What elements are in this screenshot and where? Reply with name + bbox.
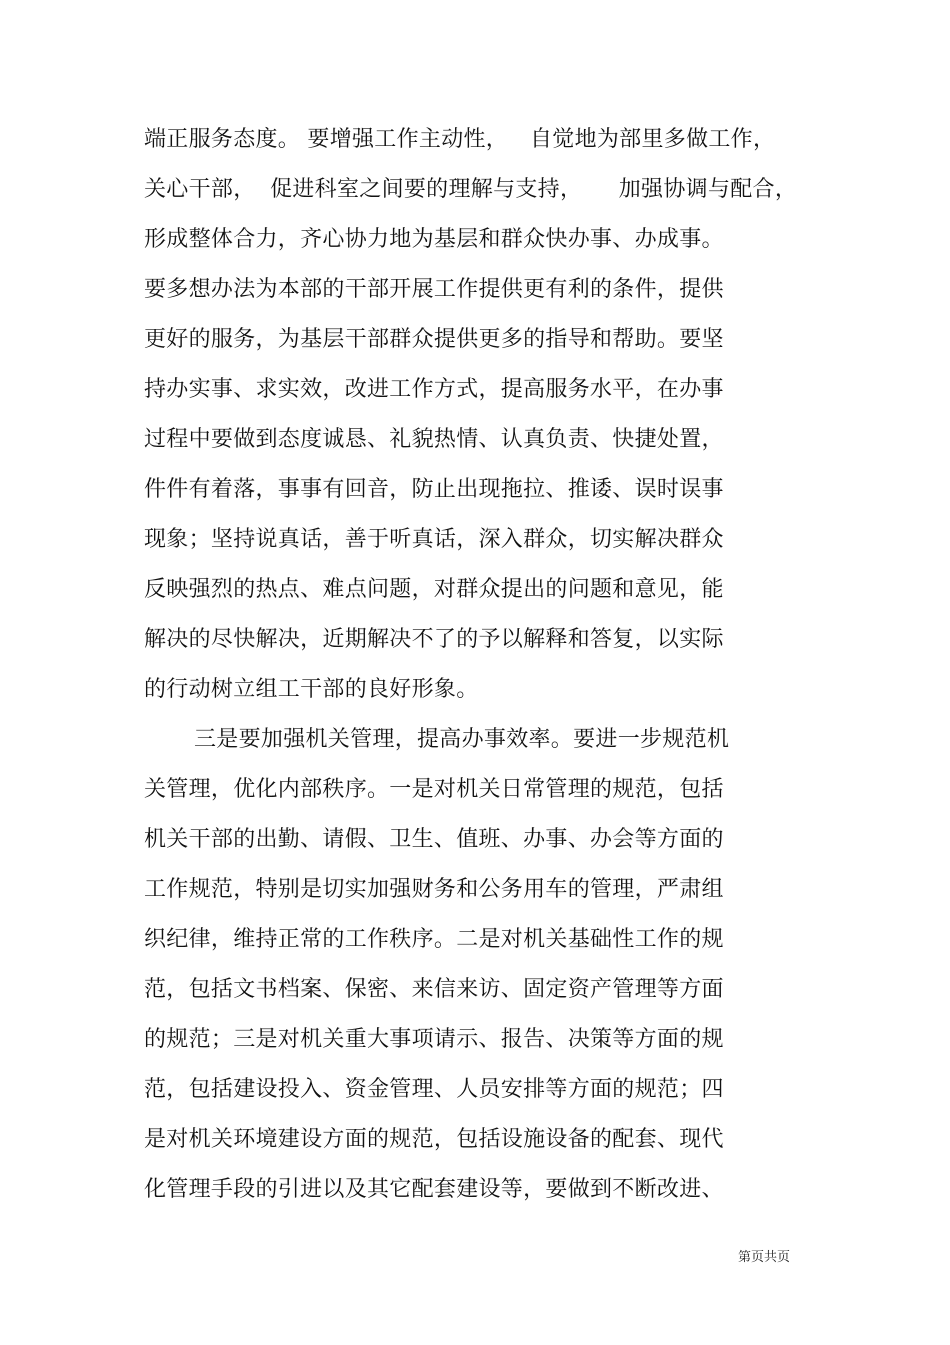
text-line: 件件有着落，事事有回音，防止出现拖拉、推诿、误时误事 <box>144 477 724 502</box>
text-line: 织纪律，维持正常的工作秩序。二是对机关基础性工作的规 <box>144 927 724 952</box>
text-line: 的规范；三是对机关重大事项请示、报告、决策等方面的规 <box>144 1027 724 1052</box>
text-line: 现象；坚持说真话，善于听真话，深入群众，切实解决群众 <box>144 527 724 552</box>
text-line: 范，包括建设投入、资金管理、人员安排等方面的规范；四 <box>144 1077 724 1102</box>
text-line: 的行动树立组工干部的良好形象。 <box>144 677 479 702</box>
text-line: 要多想办法为本部的干部开展工作提供更有利的条件，提供 <box>144 277 724 302</box>
text-line: 范，包括文书档案、保密、来信来访、固定资产管理等方面 <box>144 977 724 1002</box>
text-line: 关心干部， 促进科室之间要的理解与支持， 加强协调与配合， <box>144 177 798 202</box>
text-line: 反映强烈的热点、难点问题，对群众提出的问题和意见，能 <box>144 577 724 602</box>
text-line: 机关干部的出勤、请假、卫生、值班、办事、办会等方面的 <box>144 827 724 852</box>
text-line: 工作规范，特别是切实加强财务和公务用车的管理，严肃组 <box>144 877 724 902</box>
paragraph-start-line: 三是要加强机关管理，提高办事效率。要进一步规范机 <box>194 727 730 752</box>
text-line: 更好的服务，为基层干部群众提供更多的指导和帮助。要坚 <box>144 327 724 352</box>
text-line: 关管理，优化内部秩序。一是对机关日常管理的规范，包括 <box>144 777 724 802</box>
page-number-footer: 第页共页 <box>738 1250 791 1265</box>
text-line: 过程中要做到态度诚恳、礼貌热情、认真负责、快捷处置， <box>144 427 724 452</box>
text-line: 持办实事、求实效，改进工作方式，提高服务水平，在办事 <box>144 377 724 402</box>
text-line: 是对机关环境建设方面的规范，包括设施设备的配套、现代 <box>144 1127 724 1152</box>
text-line: 化管理手段的引进以及其它配套建设等，要做到不断改进、 <box>144 1177 724 1202</box>
text-line: 形成整体合力，齐心协力地为基层和群众快办事、办成事。 <box>144 227 724 252</box>
text-line: 解决的尽快解决，近期解决不了的予以解释和答复，以实际 <box>144 627 724 652</box>
text-line: 端正服务态度。 要增强工作主动性， 自觉地为部里多做工作， <box>144 127 776 152</box>
